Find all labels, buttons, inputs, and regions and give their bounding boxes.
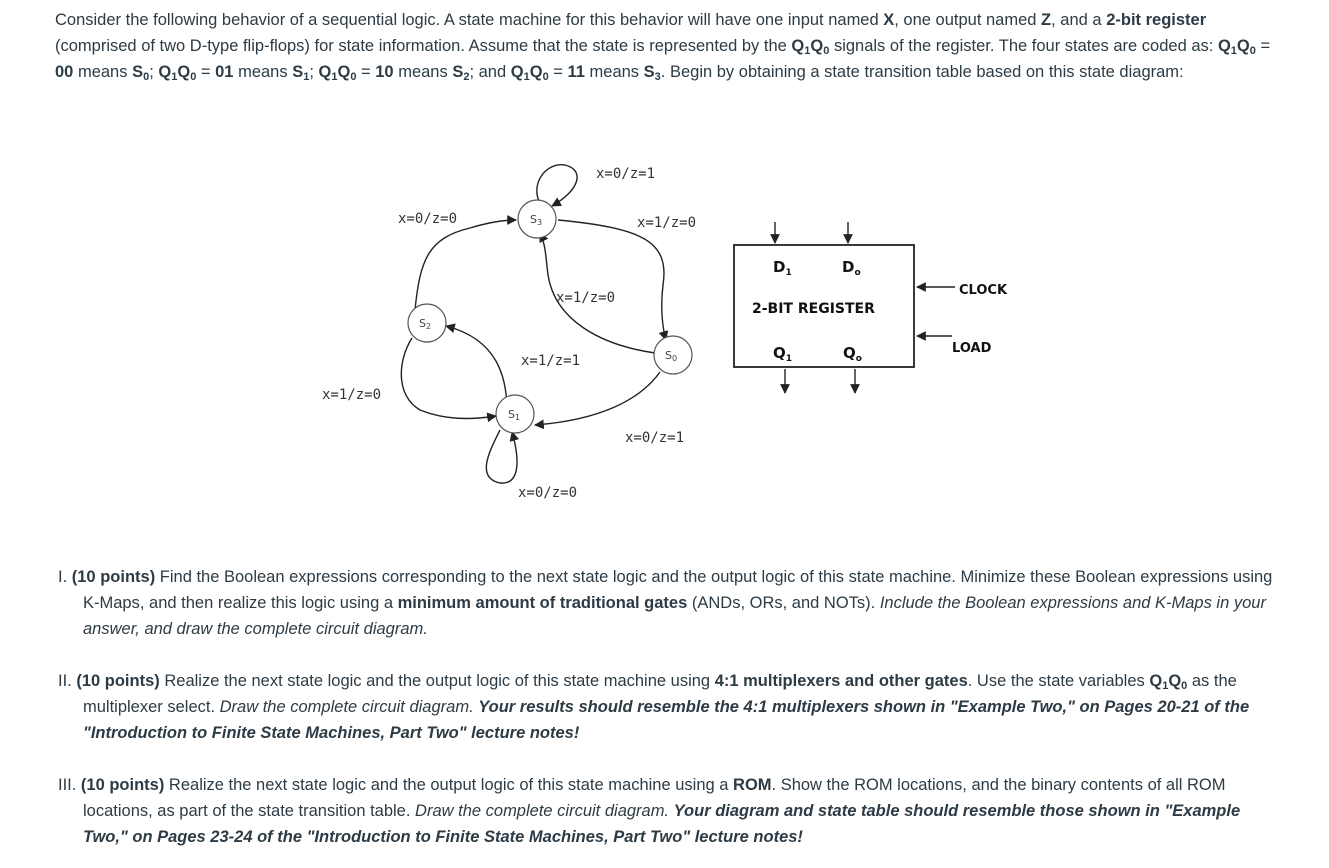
clock-label: CLOCK	[959, 283, 1008, 298]
intro-paragraph: Consider the following behavior of a sequential logic. A state machine for this behavior will have one input named X, one output named Z, and a 2-bit register (comprised of two D-type flip-flops) for state information. Assume that the state is represented by the $Q_1Q_0$ signals of the register. The four states are coded as: $Q_1Q_0 = 00$ means $S_0$; $Q_1Q_0 = 01$ means $S_1$; $Q_1Q_0 = 10$ means $S_2$; and $Q_1Q_0 = 11$ means $S_3$. Begin by obtaining a state transition table based on this state diagram:	[55, 11, 1271, 83]
question-1: I. (10 points) Find the Boolean expressions corresponding to the next state logic and the output logic of this state machine. Minimize these Boolean expressions using K-Maps, and then realize this logic using a minimum amount of traditional gates (ANDs, ORs, and NOTs). Include the Boolean expressions and K-Maps in your answer, and draw the complete circuit diagram.	[58, 568, 1273, 638]
edge-s3-self	[537, 165, 577, 206]
svg-text:S1: S1	[508, 408, 521, 422]
register-q0: $Q_o$	[843, 344, 862, 364]
label-s2-s1: x=1/z=0	[322, 387, 382, 403]
state-s1	[496, 395, 534, 433]
input-name: X	[883, 11, 895, 29]
question-2: II. (10 points) Realize the next state logic and the output logic of this state machine using 4:1 multiplexers and other gates. Use the state variables $Q_1Q_0$ as the multiplexer select. Draw the complete circuit diagram. Your results should resemble the 4:1 multiplexers shown in "Example Two," on Pages 20-21 of the "Introduction to Finite State Machines, Part Two" lecture notes!	[58, 672, 1250, 742]
state-s2	[408, 304, 446, 342]
output-name: Z	[1041, 11, 1052, 29]
register-d0: $D_o$	[842, 258, 861, 278]
state-s3	[518, 200, 556, 238]
svg-text:S0: S0	[665, 349, 678, 363]
edge-s0-s1	[535, 372, 660, 425]
label-s2-s3: x=0/z=0	[398, 211, 458, 227]
register-q1: $Q_1$	[773, 344, 793, 364]
svg-text:S3: S3	[530, 213, 543, 227]
load-label: LOAD	[952, 341, 992, 356]
edge-s1-s2	[446, 326, 507, 403]
edge-s2-s1	[401, 338, 496, 418]
register-block	[734, 222, 1008, 393]
edge-s1-self	[486, 430, 517, 483]
label-s0-s3: x=1/z=0	[556, 290, 616, 306]
register-title: 2-BIT REGISTER	[752, 301, 875, 317]
edge-s3-s0	[558, 220, 666, 340]
state-s0	[654, 336, 692, 374]
label-s1-self: x=0/z=0	[518, 485, 578, 501]
register-d1: $D_1$	[773, 258, 792, 278]
label-s3-s0: x=1/z=0	[637, 215, 697, 231]
label-s3-self: x=0/z=1	[596, 166, 656, 182]
register-term: 2-bit register	[1106, 11, 1207, 29]
edge-s2-s3	[415, 220, 516, 310]
svg-text:S2: S2	[419, 317, 432, 331]
label-s1-s2: x=1/z=1	[521, 353, 581, 369]
label-s0-s1: x=0/z=1	[625, 430, 685, 446]
question-3: III. (10 points) Realize the next state logic and the output logic of this state machine using a ROM. Show the ROM locations, and the binary contents of all ROM locations, as part of the state transition table. Draw the complete circuit diagram. Your diagram and state table should resemble those shown in "Example Two," on Pages 23-24 of the "Introduction to Finite State Machines, Part Two" lecture notes!	[58, 776, 1241, 846]
